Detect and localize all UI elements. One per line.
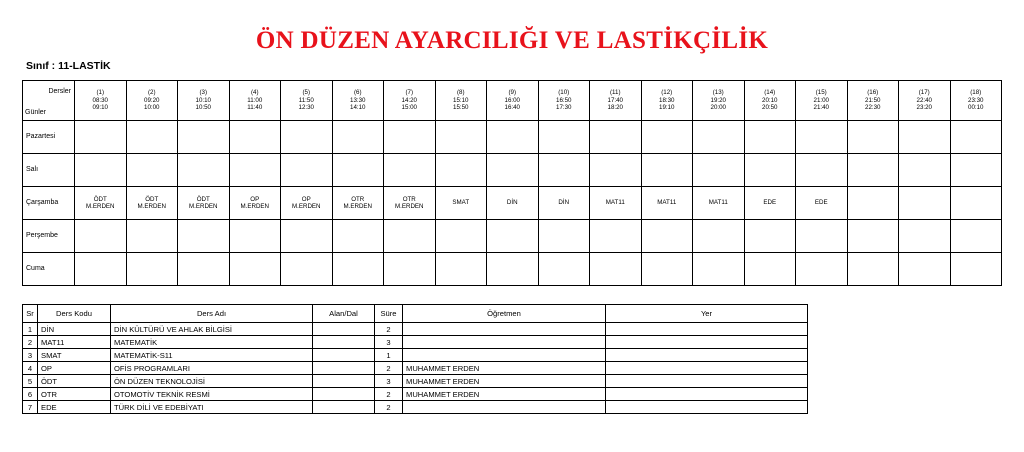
cell-code: OTR [38,388,111,401]
lesson-cell [75,154,127,187]
lesson-cell [641,154,693,187]
period-number: (6) [353,89,362,97]
lesson-cell [332,154,384,187]
period-end-time: 16:40 [504,104,520,112]
cell-alan [313,375,375,388]
period-end-time: 09:10 [92,104,108,112]
period-start-time: 08:30 [92,96,108,104]
cell-name: ÖN DÜZEN TEKNOLOJİSİ [111,375,313,388]
lesson-cell [796,187,848,220]
period-header [178,81,230,121]
period-start-time: 10:10 [195,96,211,104]
lesson-cell [229,187,281,220]
period-end-time: 12:30 [298,104,314,112]
lesson-cell [899,187,951,220]
timetable-corner-cell [23,81,75,121]
period-header [332,81,384,121]
lesson-code: OP [301,195,311,203]
lesson-cell [899,121,951,154]
lesson-cell [538,187,590,220]
lesson-cell [899,154,951,187]
period-header [281,81,333,121]
lesson-cell [332,253,384,286]
period-end-time: 20:00 [710,104,726,112]
lesson-cell [75,220,127,253]
day-name: Pazartesi [23,121,75,154]
period-end-time: 21:40 [813,104,829,112]
day-row [23,220,1002,253]
lesson-cell [126,220,178,253]
cell-sr: 2 [23,336,38,349]
lesson-cell [847,253,899,286]
day-name: Salı [23,154,75,187]
period-start-time: 13:30 [350,96,366,104]
timetable [22,80,1002,286]
cell-teacher: MUHAMMET ERDEN [403,375,606,388]
cell-code: EDE [38,401,111,414]
period-number: (13) [712,89,724,97]
lesson-cell [332,187,384,220]
lesson-cell [75,121,127,154]
period-header [693,81,745,121]
lesson-cell [899,253,951,286]
lesson-cell [744,154,796,187]
period-number: (17) [918,89,930,97]
lesson-cell [538,220,590,253]
lesson-cell [538,121,590,154]
lesson-code: OP [250,195,260,203]
period-start-time: 21:00 [813,96,829,104]
cell-alan [313,401,375,414]
period-header [487,81,539,121]
lesson-cell [178,220,230,253]
cell-sr: 6 [23,388,38,401]
lesson-cell [178,121,230,154]
column-header-place: Yer [606,305,808,323]
lesson-teacher: M.ERDEN [188,203,218,210]
lesson-cell [332,220,384,253]
period-start-time: 09:20 [144,96,160,104]
column-header-sr: Sr [23,305,38,323]
lesson-cell [796,253,848,286]
period-number: (10) [558,89,570,97]
column-header-code: Ders Kodu [38,305,111,323]
lesson-cell [178,253,230,286]
period-start-time: 19:20 [710,96,726,104]
period-start-time: 18:30 [659,96,675,104]
lesson-code: OTR [402,195,416,203]
day-name: Cuma [23,253,75,286]
lesson-cell [487,187,539,220]
lesson-cell [641,121,693,154]
lesson-cell [641,220,693,253]
lesson-code: DİN [506,199,518,207]
period-header [538,81,590,121]
lesson-cell [384,121,436,154]
period-header [641,81,693,121]
period-number: (4) [250,89,259,97]
lesson-code: MAT11 [708,199,728,207]
day-row [23,154,1002,187]
lesson-teacher: M.ERDEN [240,203,270,210]
lesson-cell [435,253,487,286]
lesson-cell [847,121,899,154]
class-label: Sınıf : 11-LASTİK [26,60,111,72]
period-header [435,81,487,121]
cell-place [606,323,808,336]
period-end-time: 19:10 [659,104,675,112]
table-row [23,388,808,401]
period-end-time: 10:00 [144,104,160,112]
lesson-cell [281,187,333,220]
period-end-time: 11:40 [247,104,263,112]
lesson-cell [487,121,539,154]
cell-sr: 4 [23,362,38,375]
lesson-cell [899,220,951,253]
lesson-cell [281,253,333,286]
cell-alan [313,323,375,336]
period-header [744,81,796,121]
page-title: ÖN DÜZEN AYARCILIĞI VE LASTİKÇİLİK [255,27,769,54]
lesson-cell [744,253,796,286]
lesson-code: SMAT [452,199,470,207]
period-number: (3) [199,89,208,97]
cell-sure: 2 [375,362,403,375]
lesson-cell [384,220,436,253]
period-end-time: 10:50 [195,104,211,112]
day-name: Perşembe [23,220,75,253]
cell-place [606,388,808,401]
cell-name: DİN KÜLTÜRÜ VE AHLAK BİLGİSİ [111,323,313,336]
cell-alan [313,362,375,375]
lesson-cell [950,220,1002,253]
day-row [23,187,1002,220]
cell-sure: 2 [375,323,403,336]
period-start-time: 16:50 [556,96,572,104]
lesson-cell [641,253,693,286]
lesson-cell [229,253,281,286]
lesson-cell [435,187,487,220]
course-list-header-row [23,305,808,323]
cell-place [606,349,808,362]
period-header [229,81,281,121]
period-end-time: 17:30 [556,104,572,112]
column-header-sure: Süre [375,305,403,323]
period-header [847,81,899,121]
lesson-cell [178,154,230,187]
lesson-cell [178,187,230,220]
period-header [796,81,848,121]
lesson-code: MAT11 [605,199,625,207]
period-end-time: 18:20 [607,104,623,112]
period-number: (1) [96,89,105,97]
period-header [590,81,642,121]
lesson-cell [590,121,642,154]
lesson-teacher: M.ERDEN [291,203,321,210]
lesson-cell [487,253,539,286]
cell-code: SMAT [38,349,111,362]
lesson-cell [693,154,745,187]
cell-teacher: MUHAMMET ERDEN [403,362,606,375]
cell-alan [313,349,375,362]
period-number: (9) [508,89,517,97]
column-header-teacher: Öğretmen [403,305,606,323]
cell-place [606,362,808,375]
lesson-cell [744,187,796,220]
corner-days-label: Günler [25,108,47,116]
table-row [23,401,808,414]
cell-name: MATEMATİK-S11 [111,349,313,362]
cell-name: OTOMOTİV TEKNİK RESMİ [111,388,313,401]
cell-sure: 3 [375,336,403,349]
lesson-cell [384,253,436,286]
table-row [23,323,808,336]
cell-sure: 1 [375,349,403,362]
period-start-time: 21:50 [865,96,881,104]
cell-place [606,336,808,349]
period-header [126,81,178,121]
lesson-cell [538,154,590,187]
cell-code: ÖDT [38,375,111,388]
day-row [23,121,1002,154]
cell-alan [313,388,375,401]
lesson-teacher: M.ERDEN [394,203,424,210]
lesson-cell [435,154,487,187]
column-header-alan: Alan/Dal [313,305,375,323]
lesson-teacher: M.ERDEN [137,203,167,210]
lesson-cell [229,121,281,154]
cell-teacher [403,336,606,349]
cell-teacher: MUHAMMET ERDEN [403,388,606,401]
period-end-time: 23:20 [916,104,932,112]
period-end-time: 22:30 [865,104,881,112]
lesson-cell [950,187,1002,220]
lesson-cell [435,121,487,154]
lesson-cell [796,121,848,154]
lesson-cell [847,187,899,220]
lesson-cell [281,154,333,187]
table-row [23,375,808,388]
lesson-cell [487,220,539,253]
lesson-cell [126,253,178,286]
corner-lessons-label: Dersler [48,88,71,95]
cell-sr: 5 [23,375,38,388]
table-row [23,336,808,349]
lesson-cell [229,220,281,253]
period-number: (11) [609,89,621,97]
lesson-cell [487,154,539,187]
lesson-cell [847,154,899,187]
cell-code: DİN [38,323,111,336]
lesson-cell [590,220,642,253]
period-end-time: 14:10 [350,104,366,112]
lesson-cell [693,187,745,220]
period-header [950,81,1002,121]
period-end-time: 15:50 [453,104,469,112]
cell-sure: 3 [375,375,403,388]
lesson-code: EDE [814,199,828,207]
cell-code: MAT11 [38,336,111,349]
cell-teacher [403,323,606,336]
lesson-cell [384,187,436,220]
lesson-teacher: M.ERDEN [343,203,373,210]
period-end-time: 15:00 [401,104,417,112]
cell-code: OP [38,362,111,375]
cell-name: OFİS PROGRAMLARI [111,362,313,375]
lesson-cell [75,187,127,220]
period-start-time: 15:10 [453,96,469,104]
lesson-cell [75,253,127,286]
lesson-cell [590,253,642,286]
period-number: (12) [661,89,673,97]
period-start-time: 23:30 [968,96,984,104]
table-row [23,349,808,362]
period-start-time: 16:00 [504,96,520,104]
lesson-code: ÖDT [196,195,210,203]
period-number: (15) [815,89,827,97]
period-number: (18) [970,89,982,97]
cell-sr: 7 [23,401,38,414]
column-header-name: Ders Adı [111,305,313,323]
lesson-code: MAT11 [657,199,677,207]
cell-place [606,375,808,388]
lesson-cell [126,187,178,220]
period-number: (5) [302,89,311,97]
lesson-cell [281,121,333,154]
lesson-code: DİN [558,199,570,207]
lesson-cell [126,154,178,187]
period-end-time: 00:10 [968,104,984,112]
cell-teacher [403,349,606,362]
period-header [899,81,951,121]
lesson-cell [435,220,487,253]
period-number: (8) [456,89,465,97]
timetable-header-row [23,81,1002,121]
lesson-cell [693,220,745,253]
lesson-cell [126,121,178,154]
cell-sr: 1 [23,323,38,336]
cell-sure: 2 [375,388,403,401]
lesson-code: ÖDT [145,195,159,203]
period-header [384,81,436,121]
lesson-cell [538,253,590,286]
cell-sr: 3 [23,349,38,362]
course-list-table [22,304,808,414]
lesson-cell [796,154,848,187]
lesson-cell [950,121,1002,154]
lesson-cell [693,121,745,154]
lesson-cell [281,220,333,253]
day-name: Çarşamba [23,187,75,220]
lesson-cell [384,154,436,187]
lesson-code: OTR [351,195,365,203]
lesson-cell [590,187,642,220]
lesson-cell [950,154,1002,187]
period-start-time: 20:10 [762,96,778,104]
period-start-time: 14:20 [401,96,417,104]
period-header [75,81,127,121]
lesson-cell [744,220,796,253]
cell-alan [313,336,375,349]
lesson-cell [590,154,642,187]
period-number: (7) [405,89,414,97]
lesson-cell [796,220,848,253]
period-end-time: 20:50 [762,104,778,112]
period-number: (2) [147,89,156,97]
table-row [23,362,808,375]
cell-teacher [403,401,606,414]
period-number: (16) [867,89,879,97]
cell-name: TÜRK DİLİ VE EDEBİYATI [111,401,313,414]
cell-sure: 2 [375,401,403,414]
period-start-time: 11:00 [247,96,263,104]
lesson-cell [332,121,384,154]
day-row [23,253,1002,286]
lesson-cell [641,187,693,220]
lesson-cell [847,220,899,253]
lesson-cell [693,253,745,286]
cell-place [606,401,808,414]
lesson-cell [950,253,1002,286]
lesson-cell [744,121,796,154]
lesson-code: EDE [763,199,777,207]
period-number: (14) [764,89,776,97]
period-start-time: 17:40 [607,96,623,104]
lesson-teacher: M.ERDEN [85,203,115,210]
lesson-code: ÖDT [93,195,107,203]
period-start-time: 11:50 [298,96,314,104]
lesson-cell [229,154,281,187]
period-start-time: 22:40 [916,96,932,104]
cell-name: MATEMATİK [111,336,313,349]
